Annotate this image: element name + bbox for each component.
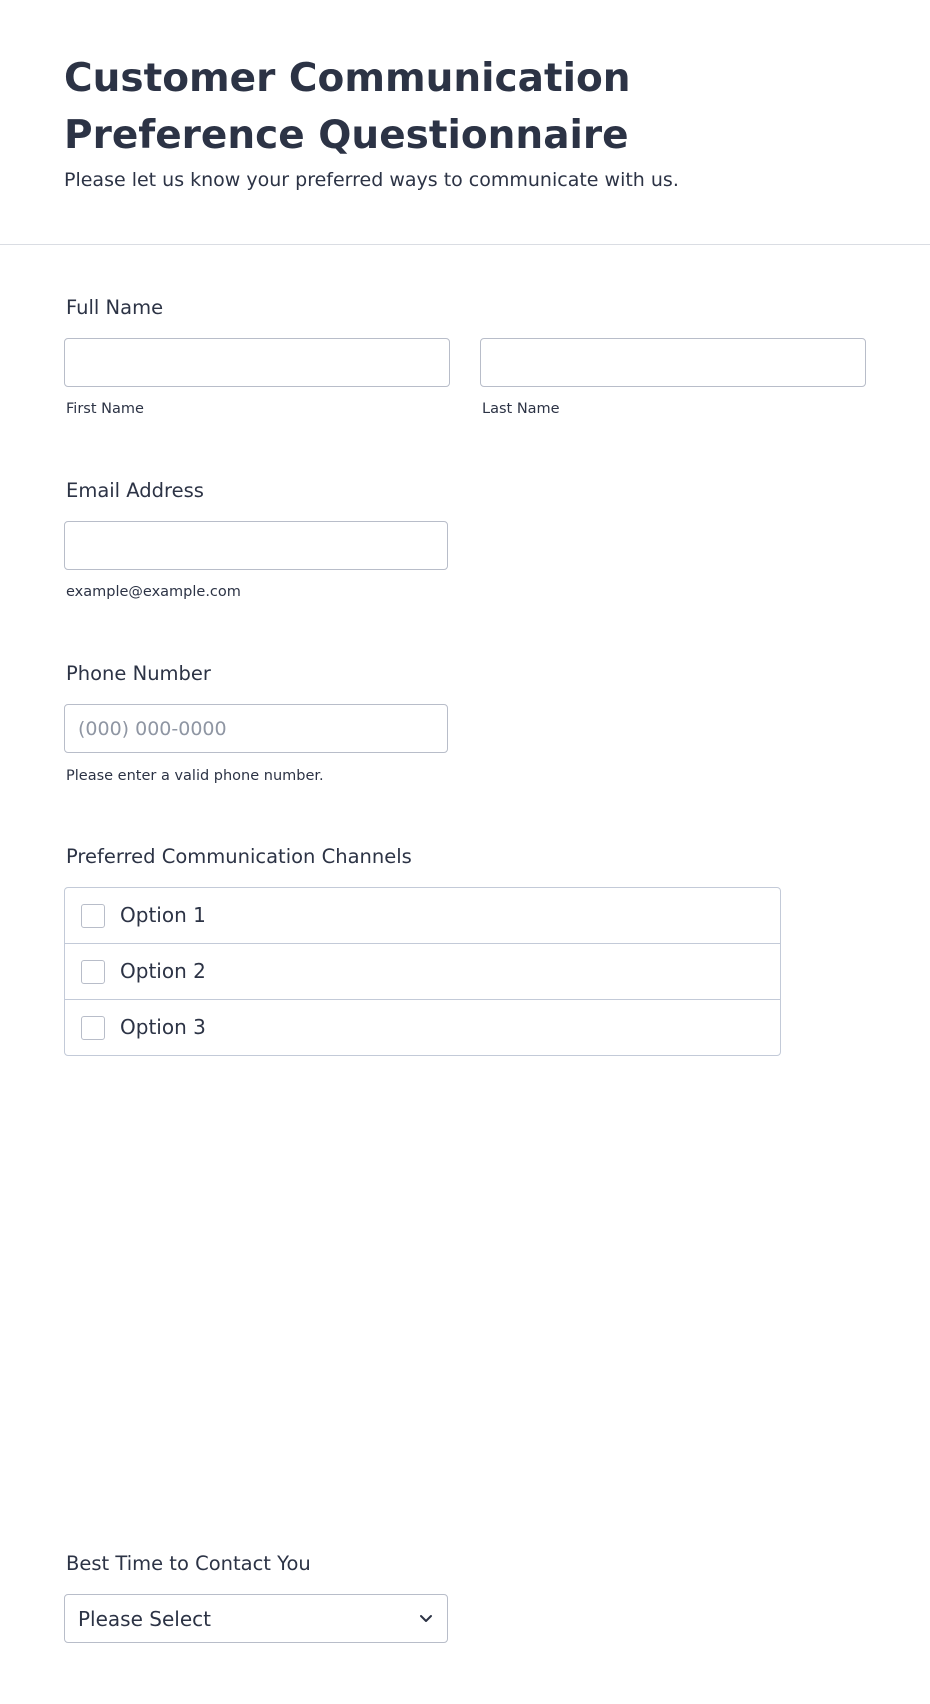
first-name-input[interactable] [64, 338, 450, 387]
first-name-sublabel: First Name [66, 401, 144, 417]
email-input[interactable] [64, 521, 448, 570]
last-name-sublabel: Last Name [482, 401, 560, 417]
channel-option-label: Option 1 [120, 903, 206, 927]
contact-time-selected-value: Please Select [78, 1607, 211, 1631]
channels-options [64, 887, 781, 1056]
phone-input[interactable] [64, 704, 448, 753]
form-header [0, 0, 930, 245]
contact-time-label: Best Time to Contact You [66, 1552, 311, 1575]
channel-option-label: Option 3 [120, 1015, 206, 1039]
full-name-label: Full Name [66, 296, 164, 319]
channel-option-3[interactable] [65, 1000, 780, 1056]
channel-checkbox-3[interactable] [81, 1016, 105, 1040]
channel-checkbox-2[interactable] [81, 960, 105, 984]
channel-option-2[interactable] [65, 944, 780, 1000]
phone-sublabel: Please enter a valid phone number. [66, 768, 324, 784]
phone-label: Phone Number [66, 662, 211, 685]
channels-label: Preferred Communication Channels [66, 845, 412, 868]
channel-checkbox-1[interactable] [81, 904, 105, 928]
chevron-down-icon [419, 1611, 433, 1625]
email-label: Email Address [66, 479, 204, 502]
contact-time-select[interactable] [64, 1594, 448, 1643]
email-sublabel: example@example.com [66, 584, 241, 600]
last-name-input[interactable] [480, 338, 866, 387]
form-subtitle: Please let us know your preferred ways to communicate with us. [64, 169, 679, 191]
channel-option-label: Option 2 [120, 959, 206, 983]
form-title: Customer Communication Preference Questionnaire [64, 56, 631, 158]
channel-option-1[interactable] [65, 888, 780, 944]
